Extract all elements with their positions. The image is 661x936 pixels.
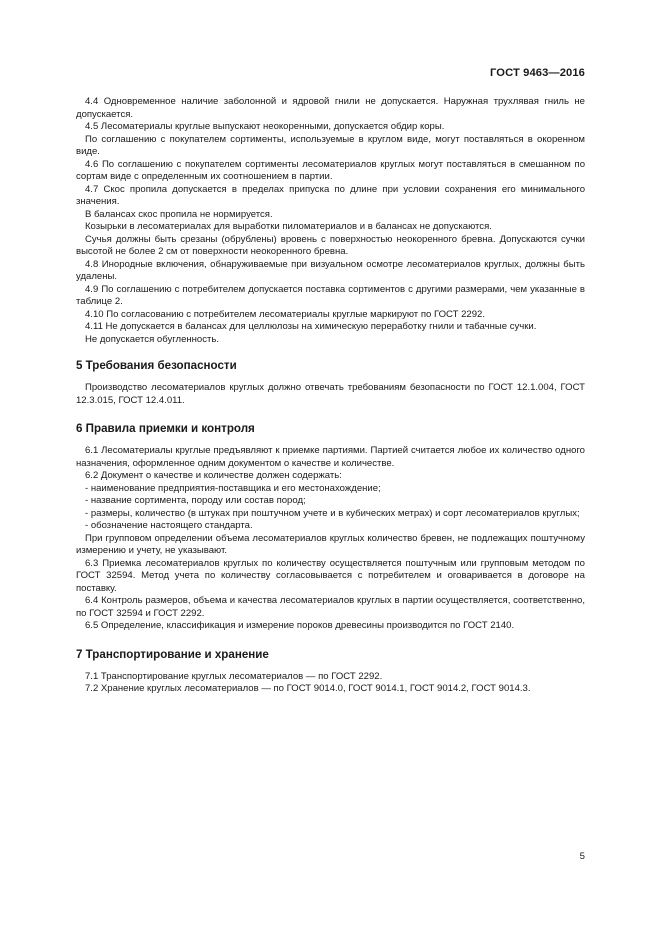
paragraph-6-3: 6.3 Приемка лесоматериалов круглых по количеству осуществляется поштучным или групповым методом по ГОСТ 32594. Метод учета по количеству согласовывается с потребителем и оговаривается в договоре на поставку. — [76, 557, 585, 594]
paragraph-4-6: 4.6 По соглашению с покупателем сортименты лесоматериалов круглых могут поставляться в смешанном по сортам виде с определенным их соотношением в партии. — [76, 158, 585, 182]
paragraph-6-4: 6.4 Контроль размеров, объема и качества лесоматериалов круглых в партии осуществляется, соответственно, по ГОСТ 32594 и ГОСТ 2292. — [76, 595, 585, 619]
paragraph-6-2-note: При групповом определении объема лесоматериалов круглых количество бревен, не подлежащих поштучному измерению и учету, не указывают. — [76, 532, 585, 556]
document-code: ГОСТ 9463—2016 — [489, 67, 585, 79]
paragraph-4-5-note: По соглашению с покупателем сортименты, используемые в круглом виде, могут поставляться в окоренном виде. — [76, 133, 585, 157]
paragraph-4-7-note-2: Козырьки в лесоматериалах для выработки пиломатериалов и в балансах не допускаются. — [85, 221, 492, 232]
paragraph-4-10: 4.10 По согласованию с потребителем лесоматериалы круглые маркируют по ГОСТ 2292. — [85, 308, 485, 320]
paragraph-6-5: 6.5 Определение, классификация и измерение пороков древесины производится по ГОСТ 2140. — [85, 620, 515, 631]
paragraph-5: Производство лесоматериалов круглых должно отвечать требованиям безопасности по ГОСТ 12.1.004, ГОСТ 12.3.015, ГОСТ 12.4.011. — [76, 382, 585, 406]
list-item-sizes: - размеры, количество (в штуках при поштучном учете и в кубических метрах) и сорт лесоматериалов круглых; — [85, 507, 580, 519]
paragraph-7-2: 7.2 Хранение круглых лесоматериалов — по ГОСТ 9014.0, ГОСТ 9014.1, ГОСТ 9014.2, ГОСТ 9014.3. — [85, 683, 531, 694]
paragraph-4-7: 4.7 Скос пропила допускается в пределах припуска по длине при условии сохранения его минимального значения. — [76, 183, 585, 207]
paragraph-4-9: 4.9 По соглашению с потребителем допускается поставка сортиментов с другими размерами, чем указанные в таблице 2. — [76, 283, 585, 307]
list-item-standard: - обозначение настоящего стандарта. — [85, 520, 253, 531]
paragraph-6-1: 6.1 Лесоматериалы круглые предъявляют к приемке партиями. Партией считается любое их количество одного назначения, оформленное одним документом о качестве и количестве. — [76, 445, 585, 469]
paragraph-4-7-note-3: Сучья должны быть срезаны (обрублены) вровень с поверхностью неокоренного бревна. Допускаются сучки высотой не более 2 см от поверхности неокоренного бревна. — [76, 233, 585, 257]
page-number: 5 — [579, 851, 585, 862]
section-7-heading: 7 Транспортирование и хранение — [76, 647, 269, 661]
paragraph-4-11: 4.11 Не допускается в балансах для целлюлозы на химическую переработку гнили и табачные сучки. — [85, 321, 537, 332]
paragraph-4-4: 4.4 Одновременное наличие заболонной и ядровой гнили не допускается. Наружная трухлявая гниль не допускается. — [76, 96, 585, 120]
paragraph-7-1: 7.1 Транспортирование круглых лесоматериалов — по ГОСТ 2292. — [85, 670, 383, 682]
section-6-heading: 6 Правила приемки и контроля — [76, 422, 255, 435]
list-item-supplier: - наименование предприятия-поставщика и его местонахождение; — [85, 482, 381, 494]
paragraph-4-8: 4.8 Инородные включения, обнаруживаемые при визуальном осмотре лесоматериалов круглых, должны быть удалены. — [76, 258, 585, 282]
paragraph-4-7-note-1: В балансах скос пропила не нормируется. — [85, 208, 273, 220]
list-item-assortment: - название сортимента, породу или состав пород; — [85, 495, 306, 506]
paragraph-4-5: 4.5 Лесоматериалы круглые выпускают неокоренными, допускается обдир коры. — [85, 121, 445, 132]
paragraph-4-11-note: Не допускается обугленность. — [85, 333, 220, 345]
document-body — [76, 96, 585, 696]
paragraph-6-2: 6.2 Документ о качестве и количестве должен содержать: — [85, 470, 342, 481]
section-5-heading: 5 Требования безопасности — [76, 359, 237, 372]
